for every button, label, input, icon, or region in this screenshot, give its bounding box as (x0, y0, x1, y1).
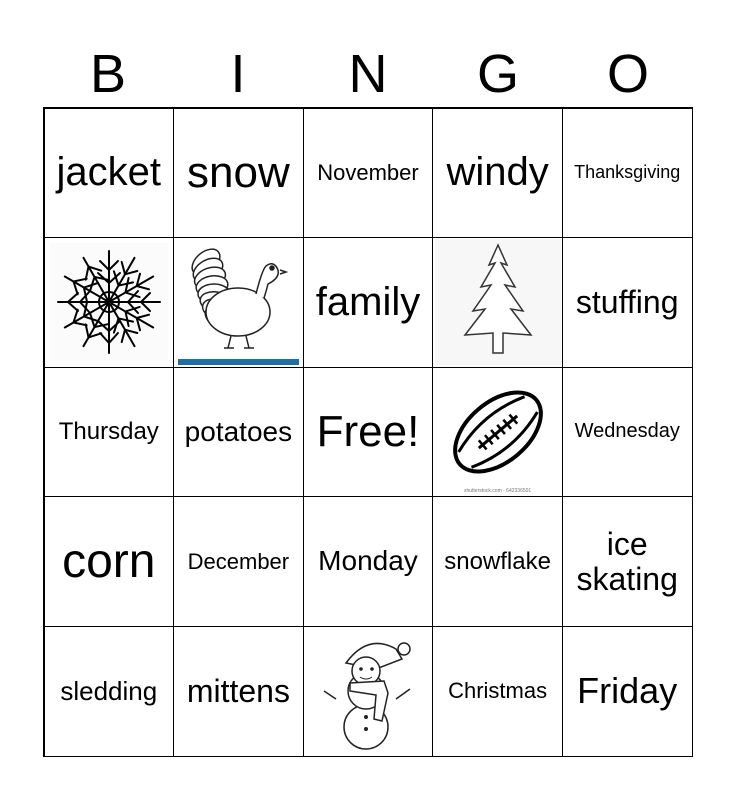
cell-label: jacket (56, 150, 162, 195)
cell-label: snowflake (444, 547, 551, 575)
cell-label: Wednesday (574, 420, 680, 443)
bingo-cell (173, 496, 304, 627)
bingo-cell (44, 496, 175, 627)
image-credit-bar (178, 359, 299, 365)
bingo-cell (432, 108, 563, 239)
cell-label: December (187, 548, 290, 574)
cell-label: mittens (186, 672, 290, 709)
cell-label: Thursday (58, 418, 159, 446)
football-image (443, 377, 553, 495)
bingo-cell (432, 367, 563, 498)
bingo-cell (562, 108, 693, 239)
bingo-cell (44, 108, 175, 239)
bingo-cell (173, 237, 304, 368)
header-letter-o: O (606, 44, 649, 104)
bingo-cell (44, 626, 175, 757)
bingo-cell (303, 626, 434, 757)
bingo-cell (562, 626, 693, 757)
bingo-cell (303, 496, 434, 627)
cell-label: potatoes (184, 415, 293, 447)
turkey-image (176, 240, 300, 364)
header-letter-g: G (476, 44, 519, 104)
bingo-cell (44, 237, 175, 368)
bingo-cell (303, 108, 434, 239)
bingo-cell (562, 237, 693, 368)
pine-tree-image (435, 239, 561, 365)
bingo-cell (303, 237, 434, 368)
bingo-cell (562, 496, 693, 627)
header-letter-i: I (230, 44, 246, 104)
cell-label: Christmas (448, 678, 548, 704)
bingo-header (43, 40, 693, 108)
cell-label: windy (446, 150, 549, 195)
bingo-cell (173, 367, 304, 498)
cell-label: snow (187, 148, 290, 198)
bingo-cell (432, 626, 563, 757)
cell-label: sledding (60, 676, 158, 707)
header-letter-n: N (348, 44, 388, 104)
cell-label: stuffing (575, 284, 679, 321)
bingo-card-grid (43, 107, 693, 757)
header-letter-b: B (89, 44, 127, 104)
cell-label: November (317, 159, 419, 185)
cell-label: ice skating (576, 526, 678, 597)
bingo-cell (173, 626, 304, 757)
snowflake-image (50, 243, 168, 361)
cell-label: Monday (318, 545, 418, 577)
cell-label: Thanksgiving (574, 162, 681, 183)
bingo-cell (44, 367, 175, 498)
cell-label: Free! (316, 407, 420, 457)
cell-label: corn (62, 534, 156, 588)
bingo-cell (432, 237, 563, 368)
cell-label: family (315, 279, 421, 324)
image-watermark: shutterstock.com · 642336501 (463, 488, 532, 495)
bingo-cell (303, 367, 434, 498)
bingo-cell (562, 367, 693, 498)
bingo-cell (432, 496, 563, 627)
snowman-image (306, 629, 430, 753)
bingo-cell (173, 108, 304, 239)
cell-label: Friday (577, 669, 678, 711)
